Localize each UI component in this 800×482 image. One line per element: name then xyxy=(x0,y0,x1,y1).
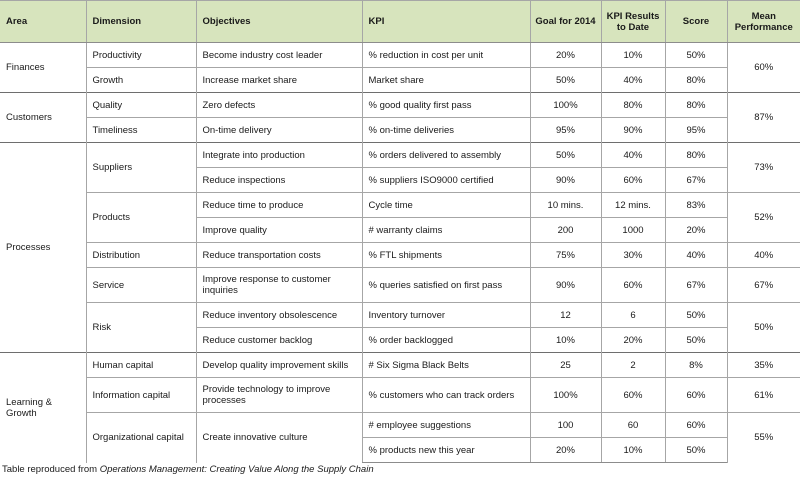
dimension-service: Service xyxy=(86,268,196,303)
score-cell: 60% xyxy=(665,413,727,438)
result-cell: 2 xyxy=(601,353,665,378)
result-cell: 60% xyxy=(601,168,665,193)
result-cell: 10% xyxy=(601,438,665,463)
mean-customers: 87% xyxy=(727,93,800,143)
table-row xyxy=(0,93,800,118)
mean-human-capital: 35% xyxy=(727,353,800,378)
result-cell: 40% xyxy=(601,143,665,168)
result-cell: 60% xyxy=(601,378,665,413)
goal-cell: 100% xyxy=(530,93,601,118)
objective-cell: Improve quality xyxy=(196,218,362,243)
goal-cell: 95% xyxy=(530,118,601,143)
kpi-cell: # warranty claims xyxy=(362,218,530,243)
objective-cell: Increase market share xyxy=(196,68,362,93)
goal-cell: 20% xyxy=(530,43,601,68)
dimension-suppliers: Suppliers xyxy=(86,143,196,193)
kpi-cell: Cycle time xyxy=(362,193,530,218)
score-cell: 8% xyxy=(665,353,727,378)
result-cell: 60% xyxy=(601,268,665,303)
score-cell: 80% xyxy=(665,68,727,93)
kpi-cell: # Six Sigma Black Belts xyxy=(362,353,530,378)
kpi-cell: Inventory turnover xyxy=(362,303,530,328)
header-results: KPI Results to Date xyxy=(601,1,665,43)
dimension-organizational-capital: Organizational capital xyxy=(86,413,196,463)
objective-cell: Develop quality improvement skills xyxy=(196,353,362,378)
goal-cell: 90% xyxy=(530,268,601,303)
score-cell: 50% xyxy=(665,438,727,463)
dimension-quality: Quality xyxy=(86,93,196,118)
kpi-cell: % reduction in cost per unit xyxy=(362,43,530,68)
table-row xyxy=(0,143,800,168)
area-customers: Customers xyxy=(0,93,86,143)
kpi-cell: % on-time deliveries xyxy=(362,118,530,143)
objective-cell: Reduce inspections xyxy=(196,168,362,193)
mean-organizational-capital: 55% xyxy=(727,413,800,463)
kpi-cell: # employee suggestions xyxy=(362,413,530,438)
score-cell: 50% xyxy=(665,303,727,328)
kpi-cell: % suppliers ISO9000 certified xyxy=(362,168,530,193)
table-row xyxy=(0,118,800,143)
goal-cell: 10 mins. xyxy=(530,193,601,218)
score-cell: 95% xyxy=(665,118,727,143)
goal-cell: 200 xyxy=(530,218,601,243)
goal-cell: 25 xyxy=(530,353,601,378)
caption-prefix: Table reproduced from xyxy=(2,464,100,475)
table-row xyxy=(0,243,800,268)
mean-products: 52% xyxy=(727,193,800,243)
result-cell: 60 xyxy=(601,413,665,438)
dimension-growth: Growth xyxy=(86,68,196,93)
kpi-cell: % good quality first pass xyxy=(362,93,530,118)
score-cell: 20% xyxy=(665,218,727,243)
objective-cell: Reduce inventory obsolescence xyxy=(196,303,362,328)
kpi-cell: % products new this year xyxy=(362,438,530,463)
score-cell: 50% xyxy=(665,43,727,68)
objective-cell: Zero defects xyxy=(196,93,362,118)
table-row xyxy=(0,68,800,93)
mean-risk: 50% xyxy=(727,303,800,353)
table-row xyxy=(0,303,800,328)
result-cell: 10% xyxy=(601,43,665,68)
result-cell: 90% xyxy=(601,118,665,143)
goal-cell: 90% xyxy=(530,168,601,193)
result-cell: 30% xyxy=(601,243,665,268)
area-learning-growth: Learning & Growth xyxy=(0,353,86,463)
goal-cell: 10% xyxy=(530,328,601,353)
table-row xyxy=(0,43,800,68)
kpi-cell: % queries satisfied on first pass xyxy=(362,268,530,303)
score-cell: 67% xyxy=(665,168,727,193)
kpi-cell: % customers who can track orders xyxy=(362,378,530,413)
kpi-cell: % orders delivered to assembly xyxy=(362,143,530,168)
caption-book-title: Operations Management: Creating Value Along the Supply Chain xyxy=(99,464,374,475)
header-mean: Mean Performance xyxy=(727,1,800,43)
mean-information-capital: 61% xyxy=(727,378,800,413)
header-row xyxy=(0,1,800,43)
score-cell: 83% xyxy=(665,193,727,218)
table-row xyxy=(0,378,800,413)
objective-cell: Integrate into production xyxy=(196,143,362,168)
dimension-information-capital: Information capital xyxy=(86,378,196,413)
objective-cell: Reduce transportation costs xyxy=(196,243,362,268)
score-cell: 60% xyxy=(665,378,727,413)
mean-distribution: 40% xyxy=(727,243,800,268)
table-row xyxy=(0,413,800,438)
objective-cell: Reduce time to produce xyxy=(196,193,362,218)
score-cell: 80% xyxy=(665,143,727,168)
result-cell: 20% xyxy=(601,328,665,353)
table-row xyxy=(0,268,800,303)
objective-cell: Become industry cost leader xyxy=(196,43,362,68)
header-objectives: Objectives xyxy=(196,1,362,43)
score-cell: 80% xyxy=(665,93,727,118)
objective-cell: Reduce customer backlog xyxy=(196,328,362,353)
mean-service: 67% xyxy=(727,268,800,303)
goal-cell: 100 xyxy=(530,413,601,438)
dimension-distribution: Distribution xyxy=(86,243,196,268)
table-row xyxy=(0,193,800,218)
mean-suppliers: 73% xyxy=(727,143,800,193)
score-cell: 40% xyxy=(665,243,727,268)
kpi-cell: % FTL shipments xyxy=(362,243,530,268)
mean-finances: 60% xyxy=(727,43,800,93)
objective-cell: Provide technology to improve processes xyxy=(196,378,362,413)
score-cell: 50% xyxy=(665,328,727,353)
goal-cell: 75% xyxy=(530,243,601,268)
header-kpi: KPI xyxy=(362,1,530,43)
objective-cell: On-time delivery xyxy=(196,118,362,143)
dimension-risk: Risk xyxy=(86,303,196,353)
result-cell: 1000 xyxy=(601,218,665,243)
dimension-productivity: Productivity xyxy=(86,43,196,68)
header-dimension: Dimension xyxy=(86,1,196,43)
result-cell: 6 xyxy=(601,303,665,328)
result-cell: 40% xyxy=(601,68,665,93)
goal-cell: 100% xyxy=(530,378,601,413)
result-cell: 80% xyxy=(601,93,665,118)
header-score: Score xyxy=(665,1,727,43)
goal-cell: 20% xyxy=(530,438,601,463)
header-area: Area xyxy=(0,1,86,43)
area-finances: Finances xyxy=(0,43,86,93)
goal-cell: 12 xyxy=(530,303,601,328)
table-row xyxy=(0,353,800,378)
header-goal: Goal for 2014 xyxy=(530,1,601,43)
dimension-timeliness: Timeliness xyxy=(86,118,196,143)
dimension-human-capital: Human capital xyxy=(86,353,196,378)
objective-cell: Improve response to customer inquiries xyxy=(196,268,362,303)
table-caption xyxy=(2,464,374,475)
kpi-cell: % order backlogged xyxy=(362,328,530,353)
goal-cell: 50% xyxy=(530,143,601,168)
result-cell: 12 mins. xyxy=(601,193,665,218)
dimension-products: Products xyxy=(86,193,196,243)
area-processes: Processes xyxy=(0,143,86,353)
objective-cell: Create innovative culture xyxy=(196,413,362,463)
score-cell: 67% xyxy=(665,268,727,303)
goal-cell: 50% xyxy=(530,68,601,93)
kpi-cell: Market share xyxy=(362,68,530,93)
